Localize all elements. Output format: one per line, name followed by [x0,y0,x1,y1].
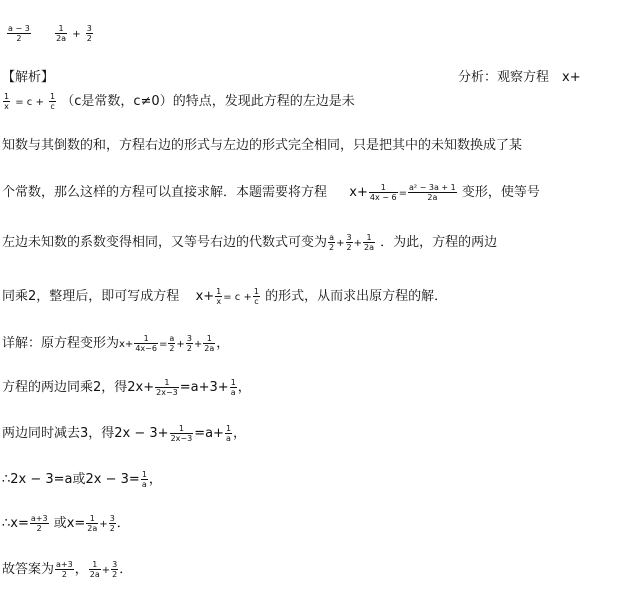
detail-line-5: ∴x= $\frac{a+3}{2}$ 或x= $\frac{1}{2a}$ + $\frac{3}{2}$ ． [2,514,130,533]
analysis-line-2: 知数与其倒数的和，方程右边的形式与左边的形式完全相同，只是把其中的未知数换成了某 [2,138,523,153]
detail-line-2: 方程的两边同乘2，得2x+ $\frac{1}{2x-3}$ =a+3+ $\frac{1}{a}$ ， [2,378,251,397]
analysis-line-1: $\frac{1}{x}$ = c + $\frac{1}{c}$ （c是常数，c≠0）的特点，发现此方程的左边是未 [4,92,355,111]
answer-fraction-2: $\frac{1}{2a}$ [56,24,67,43]
answer-fraction-1: $\frac{a - 3}{2}$ [8,24,30,43]
detail-line-3: 两边同时减去3，得2x − 3+ $\frac{1}{2x-3}$ =a+ $\frac{1}{a}$ ， [2,424,247,443]
analysis-line-5: 同乘2，整理后，即可写成方程 x+ $\frac{1}{x}$ = c + $\frac{1}{c}$ 的形式，从而求出原方程的解． [2,287,448,306]
detail-line-1: 详解：原方程变形为x+ $\frac{1}{4x-6}$ = $\frac{a}{2}$ + $\frac{3}{2}$ + $\frac{1}{2a}$ ， [2,334,230,353]
analysis-line-3: 个常数，那么这样的方程可以直接求解．本题需要将方程 x+ $\frac{1}{4x - 6}$ = $\frac{\text{a² − 3a + 1}}{2a}$ 变形，使等号 [2,183,540,202]
detail-line-6: 故答案为 $\frac{a+3}{2}$ ， $\frac{1}{2a}$ + $\frac{3}{2}$ ． [2,560,133,579]
answer-line: $\frac{a - 3}{2}$ $\frac{1}{2a}$ + $\frac{3}{2}$ [8,24,92,43]
analysis-heading: 【解析】 [2,70,55,85]
answer-fraction-3: $\frac{3}{2}$ [86,24,92,43]
detail-line-4: ∴2x − 3=a或2x − 3= $\frac{1}{a}$ ， [2,470,162,489]
analysis-right-text: 分析：观察方程 x+ [458,70,581,85]
analysis-line-4: 左边未知数的系数变得相同，又等号右边的代数式可变为 $\frac{a}{2}$ + $\frac{3}{2}$ + $\frac{1}{2a}$ ．为此，方程的两边 [2,233,498,252]
